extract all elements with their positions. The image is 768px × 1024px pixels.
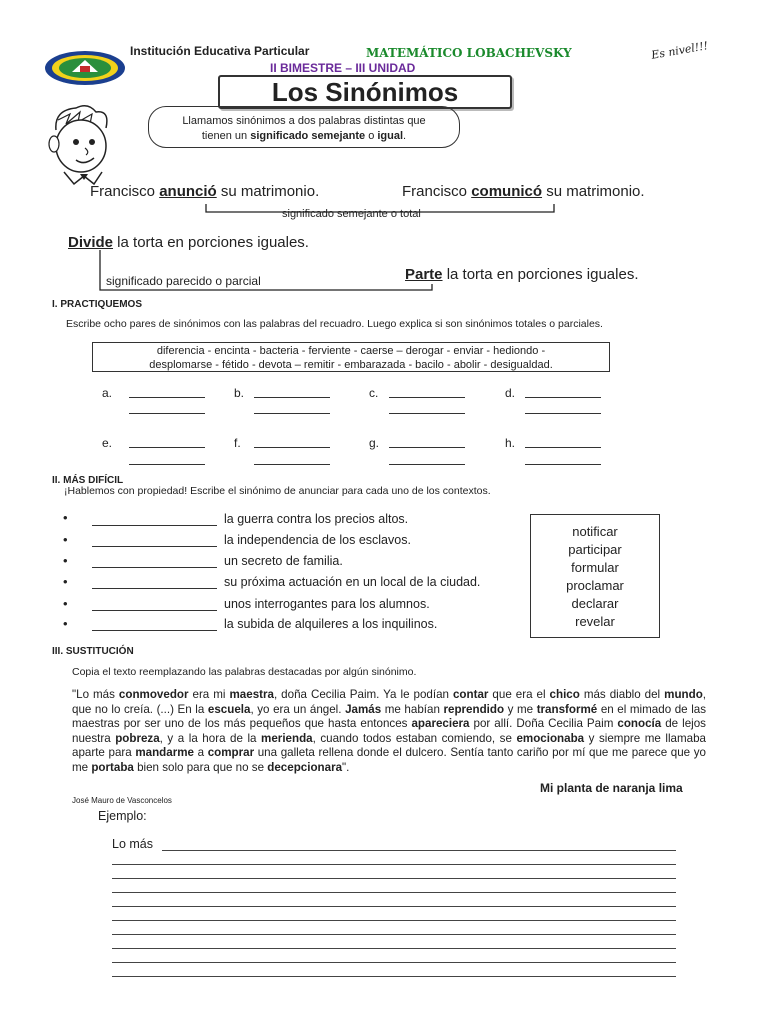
example-sentence-anuncio: Francisco anunció su matrimonio.	[90, 183, 320, 200]
bullet-icon: •	[63, 616, 68, 631]
answer-line-10[interactable]	[112, 976, 676, 977]
pair-blank-c2[interactable]	[389, 413, 465, 414]
bracket-connector	[0, 0, 768, 300]
pair-blank-h2[interactable]	[525, 464, 601, 465]
context-blank-1[interactable]	[92, 525, 217, 526]
pair-blank-d2[interactable]	[525, 413, 601, 414]
section2-instructions: ¡Hablemos con propiedad! Escribe el sinónimo de anunciar para cada uno de los contextos.	[64, 485, 491, 497]
answer-line-3[interactable]	[112, 878, 676, 879]
context-text-2: la independencia de los esclavos.	[224, 533, 411, 547]
answer-line-1[interactable]	[162, 850, 676, 851]
context-blank-2[interactable]	[92, 546, 217, 547]
pair-blank-g2[interactable]	[389, 464, 465, 465]
period-label: II BIMESTRE – III UNIDAD	[270, 61, 416, 75]
section3-instructions: Copia el texto reemplazando las palabras destacadas por algún sinónimo.	[72, 666, 417, 678]
bullet-icon: •	[63, 532, 68, 547]
pair-blank-h1[interactable]	[525, 447, 601, 448]
pair-label-e: e.	[102, 436, 113, 450]
definition-line-1: Llamamos sinónimos a dos palabras distintas que	[182, 115, 426, 127]
book-title: Mi planta de naranja lima	[540, 781, 683, 795]
pair-blank-b2[interactable]	[254, 413, 330, 414]
school-label: Institución Educativa Particular	[130, 44, 310, 58]
pair-blank-e1[interactable]	[129, 447, 205, 448]
school-name: MATEMÁTICO LOBACHEVSKY	[366, 46, 572, 60]
context-text-4: su próxima actuación en un local de la ciudad.	[224, 575, 481, 589]
note-total: significado semejante o total	[282, 208, 421, 220]
bullet-icon: •	[63, 553, 68, 568]
word-box-line-1: diferencia - encinta - bacteria - ferviente - caerse – derogar - enviar - hediondo -	[156, 345, 546, 357]
synonym-box	[530, 514, 660, 638]
slogan: Es nivel!!!	[650, 39, 709, 62]
bullet-icon: •	[63, 574, 68, 589]
pair-blank-f1[interactable]	[254, 447, 330, 448]
pair-label-d: d.	[505, 386, 516, 400]
context-blank-3[interactable]	[92, 567, 217, 568]
synonym-item: revelar	[575, 614, 615, 629]
pair-label-b: b.	[234, 386, 245, 400]
answer-start: Lo más	[112, 837, 153, 851]
answer-line-5[interactable]	[112, 906, 676, 907]
answer-line-6[interactable]	[112, 920, 676, 921]
bullet-icon: •	[63, 510, 68, 525]
pair-blank-e2[interactable]	[129, 464, 205, 465]
section1-heading: I. PRACTIQUEMOS	[52, 299, 143, 310]
answer-line-2[interactable]	[112, 864, 676, 865]
synonym-item: proclamar	[566, 578, 624, 593]
note-parcial: significado parecido o parcial	[106, 274, 261, 288]
context-blank-4[interactable]	[92, 588, 217, 589]
example-sentence-parte: Parte la torta en porciones iguales.	[405, 266, 639, 283]
synonym-item: declarar	[571, 596, 619, 611]
author-name: José Mauro de Vasconcelos	[72, 796, 172, 805]
pair-label-h: h.	[505, 436, 516, 450]
context-text-1: la guerra contra los precios altos.	[224, 512, 409, 526]
context-blank-6[interactable]	[92, 630, 217, 631]
pair-blank-b1[interactable]	[254, 397, 330, 398]
example-label: Ejemplo:	[98, 809, 147, 823]
example-sentence-divide: Divide la torta en porciones iguales.	[68, 234, 309, 251]
section1-instructions: Escribe ocho pares de sinónimos con las palabras del recuadro. Luego explica si son sinónimos totales o parciales.	[66, 318, 603, 330]
section2-heading: II. MÁS DIFÍCIL	[52, 475, 124, 486]
answer-line-4[interactable]	[112, 892, 676, 893]
pair-label-a: a.	[102, 386, 113, 400]
answer-line-9[interactable]	[112, 962, 676, 963]
pair-label-f: f.	[234, 436, 241, 450]
context-blank-5[interactable]	[92, 610, 217, 611]
example-sentence-comunico: Francisco comunicó su matrimonio.	[402, 183, 645, 200]
word-box-line-2: desplomarse - fétido - devota – remitir - embarazada - bacilo - abolir - desigualdad.	[149, 359, 553, 371]
synonym-item: formular	[571, 560, 619, 575]
answer-line-8[interactable]	[112, 948, 676, 949]
word-box	[92, 342, 610, 372]
bullet-icon: •	[63, 596, 68, 611]
pair-blank-a1[interactable]	[129, 397, 205, 398]
pair-label-c: c.	[369, 386, 379, 400]
synonym-item: notificar	[572, 524, 618, 539]
synonym-item: participar	[568, 542, 622, 557]
pair-blank-f2[interactable]	[254, 464, 330, 465]
page-title: Los Sinónimos	[218, 75, 512, 109]
definition-line-2: tienen un significado semejante o igual.	[201, 130, 407, 142]
section3-heading: III. SUSTITUCIÓN	[52, 646, 134, 657]
pair-label-g: g.	[369, 436, 380, 450]
context-text-6: la subida de alquileres a los inquilinos.	[224, 617, 438, 631]
pair-blank-g1[interactable]	[389, 447, 465, 448]
pair-blank-c1[interactable]	[389, 397, 465, 398]
pair-blank-a2[interactable]	[129, 413, 205, 414]
pair-blank-d1[interactable]	[525, 397, 601, 398]
passage-text: "Lo más conmovedor era mi maestra, doña Cecilia Paim. Ya le podían contar que era el chico más diablo del mundo, que no lo creía. (...) En la escuela, yo era un ángel. Jamás me habían reprendido y me transformé en el mimado de las maestras por ser uno de los más pequeños que hasta entonces apareciera por allí. Doña Cecilia Paim conocía de lejos nuestra pobreza, y a la hora de la merienda, cuando todos estaban comiendo, se emocionaba y siempre me llamaba aparte para mandarme a comprar una galleta rellena donde el dulcero. Sentía tanto cariño por mí que me parece que yo me portaba bien solo para que no se decepcionara".	[72, 688, 707, 774]
context-text-5: unos interrogantes para los alumnos.	[224, 597, 430, 611]
context-text-3: un secreto de familia.	[224, 554, 343, 568]
answer-line-7[interactable]	[112, 934, 676, 935]
